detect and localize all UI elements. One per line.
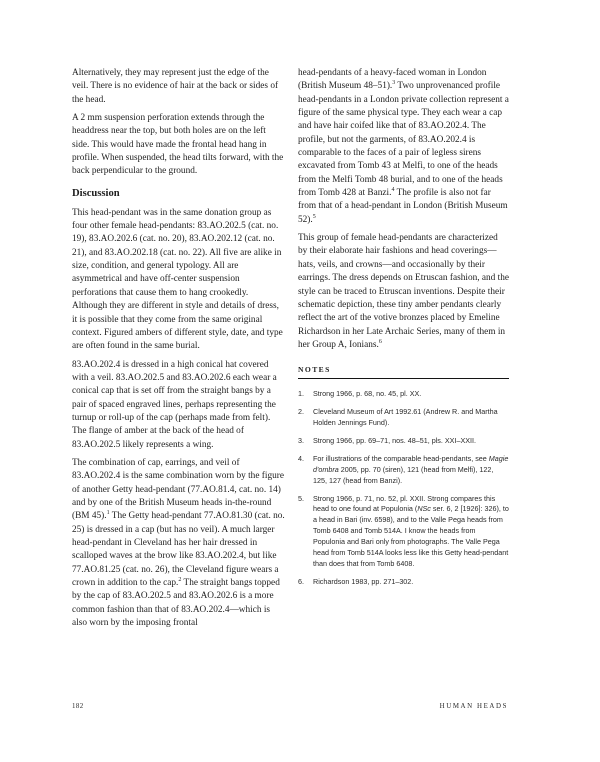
note-item — [298, 436, 509, 447]
note-number: 6. — [298, 576, 304, 586]
note-text: For illustrations of the comparable head-pendants, see Magie d'ombra 2005, pp. 70 (siren), 121 (head from Melfi), 122, 125, 127 (head from Banzi). — [313, 453, 509, 485]
notes-rule — [298, 378, 509, 379]
paragraph: This head-pendant was in the same donation group as four other female head-pendants: 83.AO.202.5 (cat. no. 19), 83.AO.202.6 (cat. no. 20), 83.AO.202.12 (cat. no. 21), and 83.AO.202.18 (cat. no. 22). All five are alike in size, condition, and general typology. All are asymmetrical and have off-center suspension perforations that cause them to hang crookedly. Although they are different in style and details of dress, it is possible that they come from the same original context. Figured ambers of different style, date, and type are often found in the same burial. — [72, 207, 283, 352]
note-text: Richardson 1983, pp. 271–302. — [313, 576, 414, 586]
page-number: 182 — [72, 703, 84, 710]
note-item — [298, 454, 509, 487]
note-number: 2. — [298, 407, 304, 417]
running-head: HUMAN HEADS — [439, 703, 508, 710]
paragraph: A 2 mm suspension perforation extends through the headdress near the top, but both holes are on the left side. This would have made the frontal head hang in profile. When suspended, the head tilts forward, with the back perpendicular to the ground. — [72, 113, 284, 177]
paragraph: head-pendants of a heavy-faced woman in London (British Museum 48–51).$^3$ Two unprovenanced profile head-pendants in a London private collection represent a figure of the same physical type. They each wear a cap and have hair coifed like that of 83.AO.202.4. The profile, but not the garments, of 83.AO.202.4 is comparable to the faces of a pair of legless sirens excavated from Tomb 43 at Melfi, to one of the heads from the Melfi Tomb 48 burial, and to one of the heads from Tomb 428 at Banzi.$^4$ The profile is also not far from that of a head-pendant in London (British Museum 52).$^5$ — [298, 68, 509, 225]
paragraph: Alternatively, they may represent just the edge of the veil. There is no evidence of hair at the back or sides of the head. — [72, 68, 279, 105]
note-number: 3. — [298, 435, 304, 445]
note-text: Strong 1966, p. 71, no. 52, pl. XXII. Strong compares this head to one found at Populonia (NSc ser. 6, 2 [1926]: 326), to a head in Bari (inv. 6598), and to the Valle Pega heads from Tomb 6408 and Tomb 514A. I know the heads from Populonia and Bari only from photographs. The Valle Pega head from Tomb 514A looks less like this Getty head-pendant than does that from Tomb 6408. — [313, 493, 509, 568]
note-item — [298, 577, 509, 588]
note-text: Strong 1966, p. 68, no. 45, pl. XX. — [313, 389, 422, 399]
paragraph: This group of female head-pendants are characterized by their elaborate hair fashions and head coverings—hats, veils, and crowns—and occasionally by their earrings. The dress depends on Etruscan fashion, and the style can be traced to Etruscan inventions. Despite their schematic depiction, these tiny amber pendants clearly reflect the art of the votive bronzes placed by Emeline Richardson in her Late Archaic Series, many of them in her Group A, Ionians.$^6$ — [298, 233, 510, 350]
notes-section — [298, 365, 509, 588]
note-item — [298, 407, 509, 429]
discussion-heading: Discussion — [72, 187, 120, 199]
page-footer — [72, 703, 508, 710]
left-column — [72, 67, 285, 635]
paragraph: The combination of cap, earrings, and veil of 83.AO.202.4 is the same combination worn by the figure of another Getty head-pendant (77.AO.81.4, cat. no. 14) and by one of the British Museum heads in-the-round (BM 45).$^1$ The Getty head-pendant 77.AO.81.30 (cat. no. 25) is dressed in a cap (but has no veil). A much larger head-pendant in Cleveland has her hair dressed in scalloped waves at the brow like 83.AO.202.4, but like 77.AO.81.25 (cat. no. 26), the Cleveland figure wears a crown in addition to the cap.$^2$ The straight bangs topped by the cap of 83.AO.202.5 and 83.AO.202.6 is a more common fashion than that of 83.AO.202.4—which is also worn by the imposing frontal — [72, 457, 285, 629]
paragraph: 83.AO.202.4 is dressed in a high conical hat covered with a veil. 83.AO.202.5 and 83.AO.202.6 each wear a conical cap that is set off from the straight bangs by a pair of spaced engraved lines, perhaps representing the turnup or roll-up of the cap (perhaps made from felt). The flange of amber at the back of the head of 83.AO.202.5 likely represents a wing. — [72, 359, 277, 450]
note-item — [298, 389, 509, 400]
right-column — [298, 67, 509, 595]
note-number: 4. — [298, 453, 304, 463]
note-item — [298, 494, 509, 570]
notes-heading: NOTES — [298, 365, 331, 375]
note-number: 1. — [298, 389, 304, 399]
note-number: 5. — [298, 493, 304, 503]
notes-list — [298, 389, 509, 588]
note-text: Cleveland Museum of Art 1992.61 (Andrew R. and Martha Holden Jennings Fund). — [313, 407, 498, 428]
note-text: Strong 1966, pp. 69–71, nos. 48–51, pls. XXI–XXII. — [313, 435, 477, 445]
